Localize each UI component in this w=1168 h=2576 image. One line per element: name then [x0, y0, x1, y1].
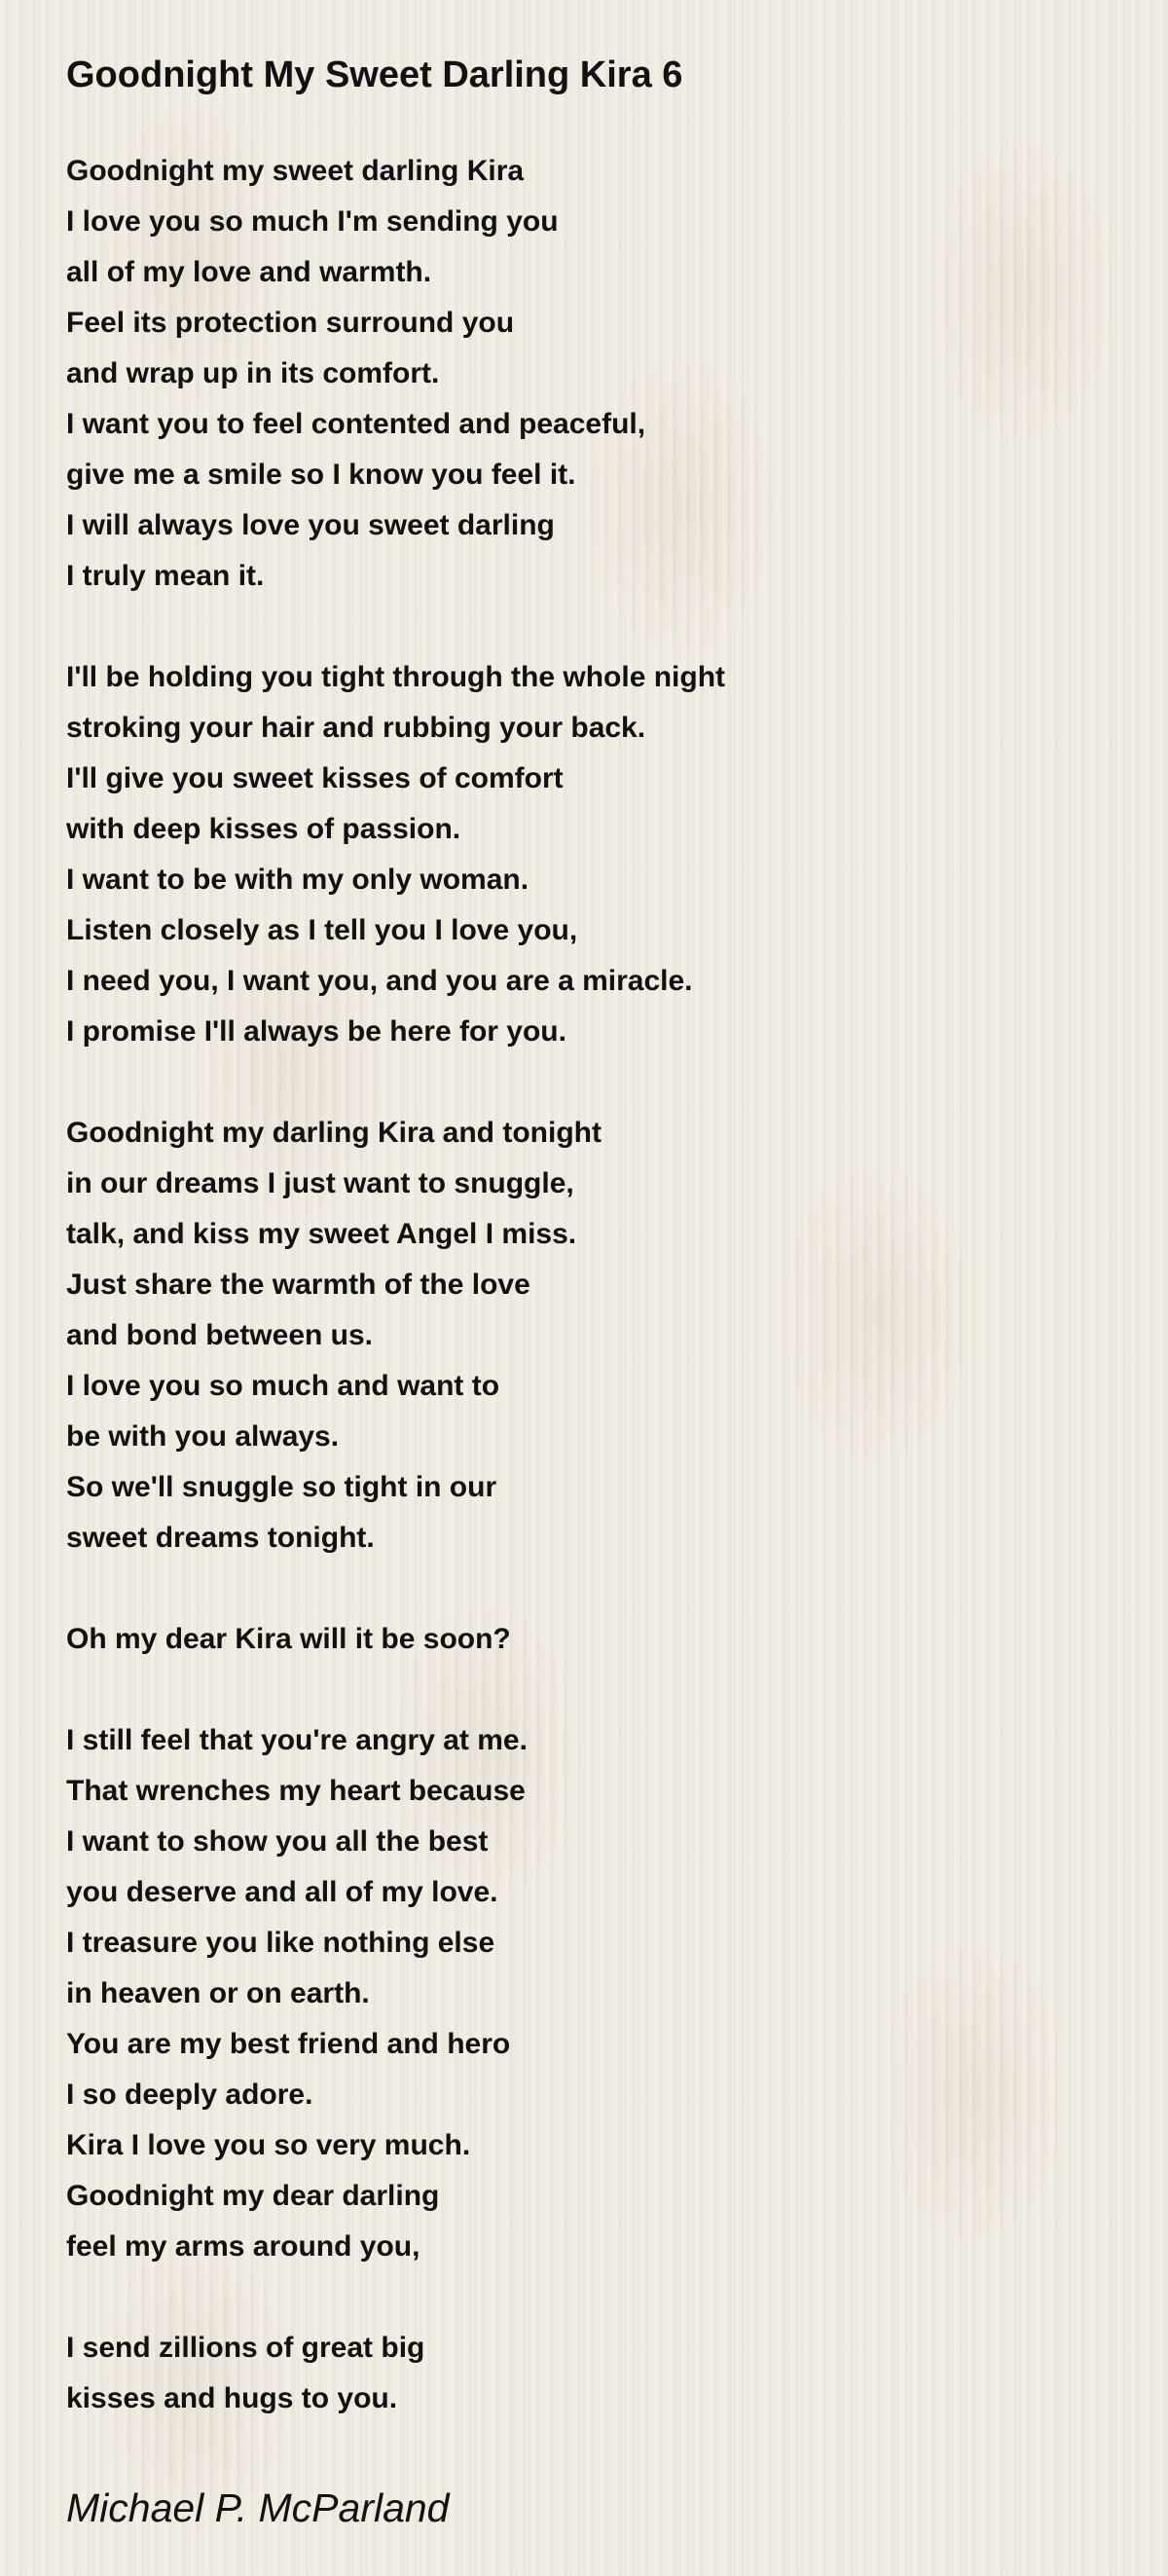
- poem-line: I treasure you like nothing else: [66, 1927, 495, 1959]
- poem-body: [66, 146, 1117, 2424]
- poem-line: I want you to feel contented and peaceful,: [66, 408, 646, 440]
- stanza-break: [66, 1057, 1117, 1108]
- poem-line: I love you so much I'm sending you: [66, 205, 559, 238]
- stanza-break: [66, 2272, 1117, 2323]
- poem-line: Kira I love you so very much.: [66, 2129, 471, 2161]
- poem-line: sweet dreams tonight.: [66, 1522, 375, 1554]
- poem-line: feel my arms around you,: [66, 2230, 420, 2263]
- stanza: [66, 1715, 1117, 2272]
- poem-line: Just share the warmth of the love: [66, 1269, 530, 1301]
- poem-line: stroking your hair and rubbing your back.: [66, 712, 646, 744]
- stanza-break: [66, 1564, 1117, 1614]
- stanza: [66, 1614, 1117, 1665]
- poem-line: give me a smile so I know you feel it.: [66, 459, 576, 491]
- poem-author: Michael P. McParland: [66, 2485, 450, 2530]
- poem-line: That wrenches my heart because: [66, 1775, 526, 1807]
- poem-line: kisses and hugs to you.: [66, 2382, 398, 2414]
- poem-title: Goodnight My Sweet Darling Kira 6: [66, 55, 683, 95]
- poem-line: you deserve and all of my love.: [66, 1876, 498, 1908]
- poem-line: I'll be holding you tight through the whole night: [66, 661, 726, 693]
- poem-line: I'll give you sweet kisses of comfort: [66, 762, 564, 794]
- poem-line: all of my love and warmth.: [66, 256, 432, 288]
- poem-line: and wrap up in its comfort.: [66, 357, 440, 389]
- poem-line: in our dreams I just want to snuggle,: [66, 1167, 574, 1199]
- poem-line: in heaven or on earth.: [66, 1977, 370, 2009]
- poem-line: I need you, I want you, and you are a miracle.: [66, 965, 693, 997]
- poem-line: be with you always.: [66, 1420, 340, 1453]
- stanza-break: [66, 1665, 1117, 1715]
- poem-line: So we'll snuggle so tight in our: [66, 1471, 497, 1503]
- poem-line: Feel its protection surround you: [66, 307, 515, 339]
- poem-line: I send zillions of great big: [66, 2332, 425, 2364]
- stanza: [66, 652, 1117, 1057]
- poem-line: Goodnight my dear darling: [66, 2180, 440, 2212]
- poem-line: I want to be with my only woman.: [66, 864, 529, 896]
- poem-line: Goodnight my darling Kira and tonight: [66, 1117, 602, 1149]
- poem-line: I promise I'll always be here for you.: [66, 1015, 566, 1048]
- poem-line: I love you so much and want to: [66, 1370, 500, 1402]
- stanza: [66, 2323, 1117, 2424]
- poem-line: Listen closely as I tell you I love you,: [66, 914, 578, 946]
- poem-line: Goodnight my sweet darling Kira: [66, 155, 525, 187]
- poem-line: I want to show you all the best: [66, 1825, 489, 1858]
- poem-line: You are my best friend and hero: [66, 2028, 511, 2060]
- poem-line: I so deeply adore.: [66, 2079, 313, 2111]
- poem-line: I truly mean it.: [66, 560, 265, 592]
- poem-line: I will always love you sweet darling: [66, 509, 555, 541]
- poem-page: [66, 49, 1117, 2537]
- poem-line: with deep kisses of passion.: [66, 813, 461, 845]
- poem-line: I still feel that you're angry at me.: [66, 1724, 528, 1756]
- poem-line: and bond between us.: [66, 1319, 374, 1351]
- stanza: [66, 1108, 1117, 1564]
- poem-line: talk, and kiss my sweet Angel I miss.: [66, 1218, 577, 1250]
- stanza-break: [66, 602, 1117, 652]
- poem-line: Oh my dear Kira will it be soon?: [66, 1623, 511, 1655]
- stanza: [66, 146, 1117, 602]
